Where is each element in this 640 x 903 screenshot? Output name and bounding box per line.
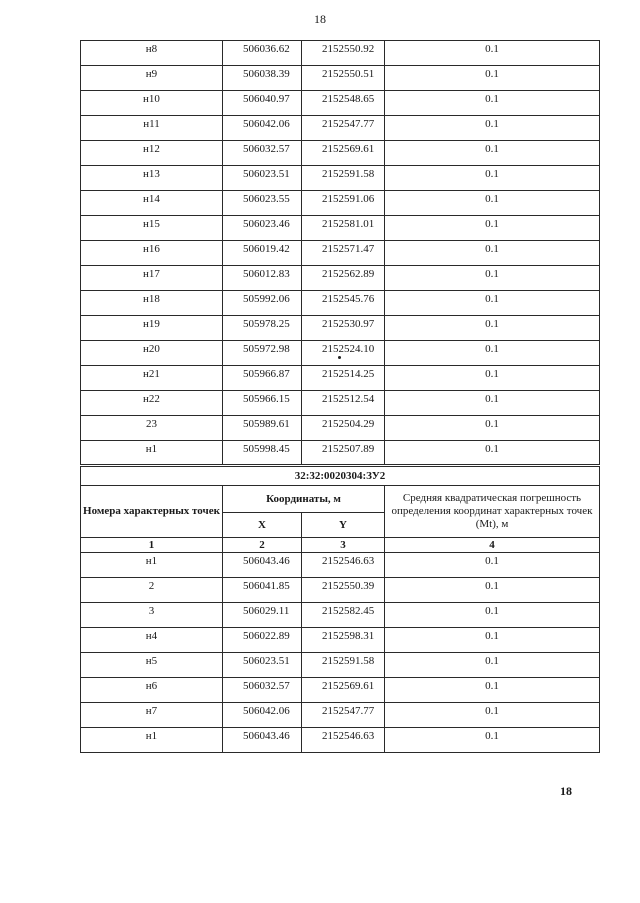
error-cell: 0.1 [385, 366, 600, 391]
header-x: X [223, 513, 302, 538]
point-cell: 23 [81, 416, 223, 441]
table-row [81, 166, 600, 191]
y-cell: 2152547.77 [302, 116, 385, 141]
y-cell: 2152569.61 [302, 678, 385, 703]
table-row [81, 678, 600, 703]
point-cell: н1 [81, 553, 223, 578]
y-cell: 2152548.65 [302, 91, 385, 116]
point-cell: 2 [81, 578, 223, 603]
column-numbers-row [81, 538, 600, 553]
x-cell: 506023.46 [223, 216, 302, 241]
x-cell: 506038.39 [223, 66, 302, 91]
table-row [81, 653, 600, 678]
table-row [81, 91, 600, 116]
x-cell: 506043.46 [223, 553, 302, 578]
page-number-top: 18 [314, 12, 326, 26]
y-cell: 2152598.31 [302, 628, 385, 653]
error-cell: 0.1 [385, 41, 600, 66]
x-cell: 506029.11 [223, 603, 302, 628]
table2-body [81, 553, 600, 753]
error-cell: 0.1 [385, 391, 600, 416]
table-row [81, 578, 600, 603]
point-cell: н7 [81, 703, 223, 728]
x-cell: 506041.85 [223, 578, 302, 603]
point-cell: н11 [81, 116, 223, 141]
table-row [81, 116, 600, 141]
y-cell: 2152547.77 [302, 703, 385, 728]
table-row [81, 441, 600, 466]
table-row [81, 703, 600, 728]
y-cell: 2152507.89 [302, 441, 385, 466]
point-cell: н22 [81, 391, 223, 416]
x-cell: 505992.06 [223, 291, 302, 316]
x-cell: 506019.42 [223, 241, 302, 266]
header-points: Номера характерных точек [81, 486, 223, 538]
header-error: Средняя квадратическая погрешность определения координат характерных точек (Mt), м [385, 486, 600, 538]
table-row [81, 266, 600, 291]
y-cell: 2152571.47 [302, 241, 385, 266]
point-cell: 3 [81, 603, 223, 628]
x-cell: 505966.15 [223, 391, 302, 416]
error-cell: 0.1 [385, 416, 600, 441]
y-cell: 2152514.25 [302, 366, 385, 391]
x-cell: 506042.06 [223, 703, 302, 728]
table-row [81, 341, 600, 366]
y-cell: 2152545.76 [302, 291, 385, 316]
table-row [81, 66, 600, 91]
error-cell: 0.1 [385, 91, 600, 116]
y-cell: 2152550.51 [302, 66, 385, 91]
table-row [81, 241, 600, 266]
table2-header [81, 466, 600, 553]
point-cell: н6 [81, 678, 223, 703]
y-cell: 2152546.63 [302, 553, 385, 578]
x-cell: 506022.89 [223, 628, 302, 653]
table-row [81, 728, 600, 753]
point-cell: н8 [81, 41, 223, 66]
point-cell: н9 [81, 66, 223, 91]
y-cell: 2152569.61 [302, 141, 385, 166]
y-cell: 2152550.39 [302, 578, 385, 603]
table-row [81, 291, 600, 316]
column-number: 4 [385, 538, 600, 553]
column-number: 2 [223, 538, 302, 553]
error-cell: 0.1 [385, 441, 600, 466]
point-cell: н20 [81, 341, 223, 366]
point-cell: н5 [81, 653, 223, 678]
table-row [81, 316, 600, 341]
x-cell: 506036.62 [223, 41, 302, 66]
header-row [81, 486, 600, 513]
y-cell: 2152562.89 [302, 266, 385, 291]
error-cell: 0.1 [385, 291, 600, 316]
point-cell: н16 [81, 241, 223, 266]
error-cell: 0.1 [385, 553, 600, 578]
error-cell: 0.1 [385, 191, 600, 216]
error-cell: 0.1 [385, 316, 600, 341]
y-cell: 2152512.54 [302, 391, 385, 416]
point-cell: н21 [81, 366, 223, 391]
error-cell: 0.1 [385, 603, 600, 628]
point-cell: н18 [81, 291, 223, 316]
point-cell: н4 [81, 628, 223, 653]
y-cell: 2152550.92 [302, 41, 385, 66]
error-cell: 0.1 [385, 728, 600, 753]
point-cell: н1 [81, 728, 223, 753]
point-cell: н15 [81, 216, 223, 241]
column-number: 1 [81, 538, 223, 553]
x-cell: 506023.51 [223, 653, 302, 678]
x-cell: 506032.57 [223, 678, 302, 703]
y-cell: 2152546.63 [302, 728, 385, 753]
error-cell: 0.1 [385, 241, 600, 266]
table-row [81, 391, 600, 416]
x-cell: 506012.83 [223, 266, 302, 291]
error-cell: 0.1 [385, 341, 600, 366]
table-row [81, 416, 600, 441]
page-number-bottom: 18 [560, 784, 572, 798]
error-cell: 0.1 [385, 578, 600, 603]
table-row [81, 366, 600, 391]
header-y: Y [302, 513, 385, 538]
y-cell: 2152524.10 [302, 341, 385, 366]
y-cell: 2152581.01 [302, 216, 385, 241]
point-cell: н14 [81, 191, 223, 216]
error-cell: 0.1 [385, 216, 600, 241]
table1-body [81, 41, 600, 466]
y-cell: 2152591.06 [302, 191, 385, 216]
error-cell: 0.1 [385, 703, 600, 728]
coordinates-table [80, 40, 600, 753]
table-row [81, 216, 600, 241]
x-cell: 506040.97 [223, 91, 302, 116]
error-cell: 0.1 [385, 628, 600, 653]
x-cell: 506023.51 [223, 166, 302, 191]
error-cell: 0.1 [385, 266, 600, 291]
column-number: 3 [302, 538, 385, 553]
parcel-row [81, 466, 600, 486]
table-row [81, 603, 600, 628]
x-cell: 505972.98 [223, 341, 302, 366]
error-cell: 0.1 [385, 678, 600, 703]
table-row [81, 628, 600, 653]
point-cell: н19 [81, 316, 223, 341]
error-cell: 0.1 [385, 653, 600, 678]
table-row [81, 41, 600, 66]
table-row [81, 191, 600, 216]
x-cell: 506032.57 [223, 141, 302, 166]
point-cell: н17 [81, 266, 223, 291]
error-cell: 0.1 [385, 66, 600, 91]
point-cell: н12 [81, 141, 223, 166]
x-cell: 505989.61 [223, 416, 302, 441]
x-cell: 506042.06 [223, 116, 302, 141]
y-cell: 2152530.97 [302, 316, 385, 341]
x-cell: 506023.55 [223, 191, 302, 216]
x-cell: 506043.46 [223, 728, 302, 753]
error-cell: 0.1 [385, 166, 600, 191]
y-cell: 2152504.29 [302, 416, 385, 441]
table-row [81, 553, 600, 578]
point-cell: н1 [81, 441, 223, 466]
parcel-id: 32:32:0020304:ЗУ2 [81, 466, 600, 486]
header-coords: Координаты, м [223, 486, 385, 513]
scan-dot [338, 356, 341, 359]
point-cell: н10 [81, 91, 223, 116]
point-cell: н13 [81, 166, 223, 191]
table-row [81, 141, 600, 166]
error-cell: 0.1 [385, 116, 600, 141]
error-cell: 0.1 [385, 141, 600, 166]
x-cell: 505978.25 [223, 316, 302, 341]
x-cell: 505966.87 [223, 366, 302, 391]
y-cell: 2152582.45 [302, 603, 385, 628]
y-cell: 2152591.58 [302, 653, 385, 678]
x-cell: 505998.45 [223, 441, 302, 466]
y-cell: 2152591.58 [302, 166, 385, 191]
